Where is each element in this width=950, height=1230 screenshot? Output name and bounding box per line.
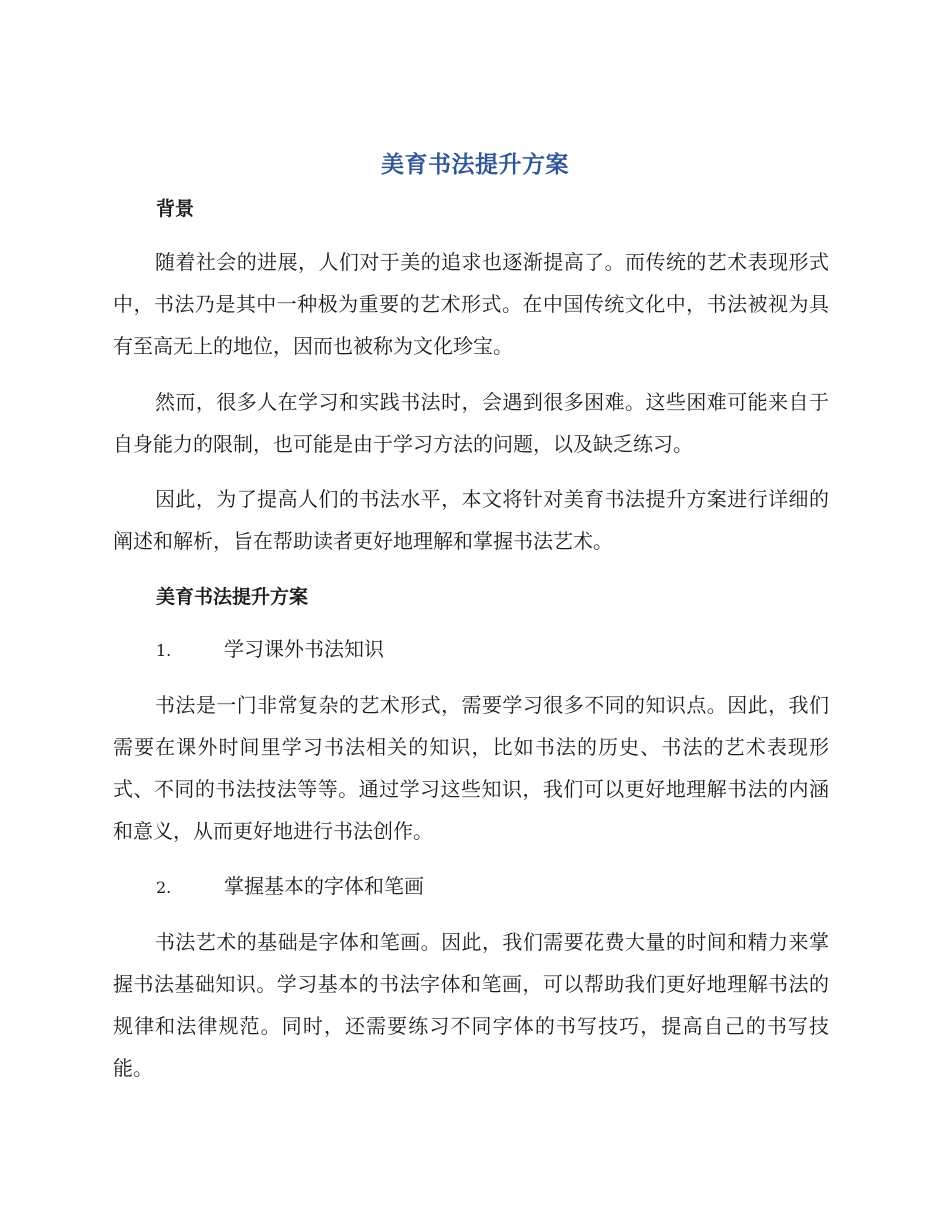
list-item-1 (156, 635, 384, 665)
section-heading-plan: 美育书法提升方案 (156, 586, 309, 608)
list-item-title: 掌握基本的字体和笔画 (224, 874, 424, 898)
list-number: 1. (156, 641, 172, 660)
list-item-2 (156, 872, 424, 902)
background-paragraph-1: 随着社会的进展，人们对于美的追求也逐渐提高了。而传统的艺术表现形式中，书法乃是其中一种极为重要的艺术形式。在中国传统文化中，书法被视为具有至高无上的地位，因而也被称为文化珍宝。 (113, 250, 829, 358)
section-heading-background: 背景 (156, 198, 195, 220)
background-paragraph-3: 因此，为了提高人们的书法水平，本文将针对美育书法提升方案进行详细的阐述和解析，旨在帮助读者更好地理解和掌握书法艺术。 (113, 487, 829, 553)
item-1-paragraph: 书法是一门非常复杂的艺术形式，需要学习很多不同的知识点。因此，我们需要在课外时间里学习书法相关的知识，比如书法的历史、书法的艺术表现形式、不同的书法技法等等。通过学习这些知识，我们可以更好地理解书法的内涵和意义，从而更好地进行书法创作。 (113, 693, 829, 843)
background-paragraph-2: 然而，很多人在学习和实践书法时，会遇到很多困难。这些困难可能来自于自身能力的限制，也可能是由于学习方法的问题，以及缺乏练习。 (113, 390, 829, 456)
list-item-title: 学习课外书法知识 (224, 637, 384, 661)
document-title: 美育书法提升方案 (381, 152, 569, 178)
list-number: 2. (156, 878, 172, 897)
item-2-paragraph: 书法艺术的基础是字体和笔画。因此，我们需要花费大量的时间和精力来掌握书法基础知识。学习基本的书法字体和笔画，可以帮助我们更好地理解书法的规律和法律规范。同时，还需要练习不同字体的书写技巧，提高自己的书写技能。 (113, 930, 829, 1080)
